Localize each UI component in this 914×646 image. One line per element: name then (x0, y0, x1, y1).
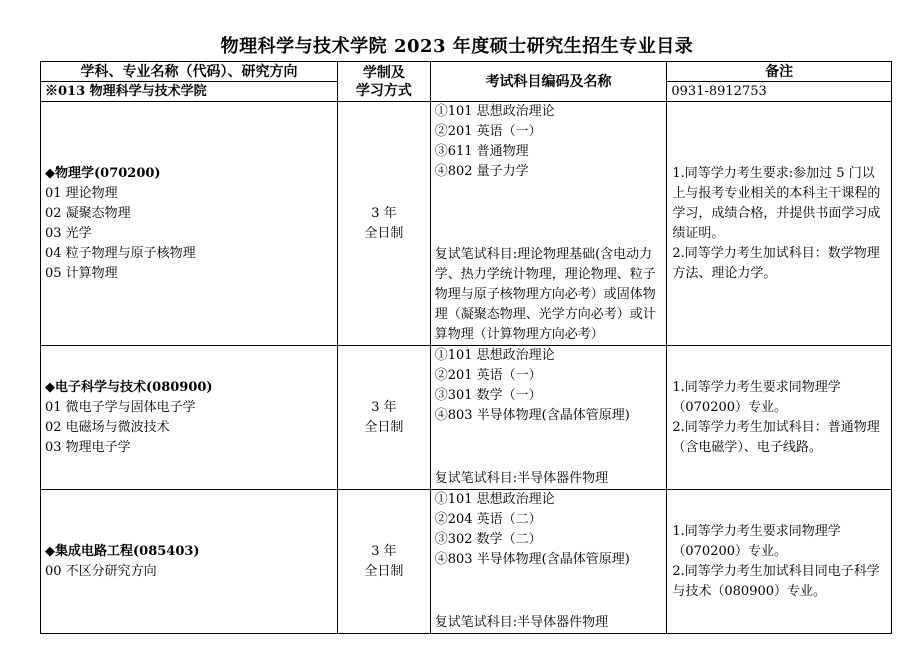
retest-subjects: 复试笔试科目:半导体器件物理 (434, 615, 609, 630)
major-name: ◆电子科学与技术(080900) (45, 379, 213, 395)
note-item: 1.同等学力考生要求:参加过 5 门以上与报考专业相关的本科主干课程的学习，成绩合格，并提供书面学习成绩证明。 (672, 165, 881, 241)
study-mode: 全日制 (364, 419, 404, 435)
duration: 3 年 (371, 543, 397, 559)
direction-item: 01 微电子学与固体电子学 (45, 399, 196, 415)
note-cell (667, 490, 892, 634)
exam-item: ④802 量子力学 (434, 164, 529, 179)
major-cell (41, 490, 338, 634)
school-phone: 0931-8912753 (667, 82, 892, 102)
exam-item: ③611 普通物理 (434, 144, 529, 159)
exam-cell (430, 346, 667, 490)
exam-item: ①101 思想政治理论 (434, 492, 555, 507)
major-cell (41, 102, 338, 346)
header-row (41, 62, 892, 82)
note-item: 1.同等学力考生要求同物理学（070200）专业。 (672, 379, 841, 415)
exam-cell (430, 102, 667, 346)
major-name: ◆物理学(070200) (45, 165, 161, 181)
note-item: 2.同等学力考生加试科目同电子科学与技术（080900）专业。 (672, 563, 880, 599)
study-mode-cell (338, 102, 431, 346)
page-title: 物理科学与技术学院 2023 年度硕士研究生招生专业目录 (220, 36, 694, 57)
duration: 3 年 (371, 399, 397, 415)
header-col2-line1: 学制及 (362, 64, 405, 81)
exam-item: ③302 数学（二） (434, 532, 542, 547)
major-cell (41, 346, 338, 490)
note-item: 1.同等学力考生要求同物理学（070200）专业。 (672, 523, 841, 559)
study-mode-cell (338, 490, 431, 634)
school-name: ※013 物理科学与技术学院 (41, 82, 338, 102)
direction-item: 00 不区分研究方向 (45, 563, 157, 579)
header-col4: 备注 (667, 62, 892, 82)
exam-item: ①101 思想政治理论 (434, 348, 555, 363)
exam-item: ④803 半导体物理(含晶体管原理) (434, 552, 630, 567)
direction-item: 03 光学 (45, 225, 92, 241)
direction-item: 02 凝聚态物理 (45, 205, 131, 221)
major-row (41, 102, 892, 346)
exam-cell (430, 490, 667, 634)
duration: 3 年 (371, 205, 397, 221)
header-col1: 学科、专业名称（代码）、研究方向 (41, 62, 338, 82)
study-mode: 全日制 (364, 225, 404, 241)
retest-subjects: 复试笔试科目:半导体器件物理 (434, 471, 609, 486)
major-name: ◆集成电路工程(085403) (45, 543, 200, 559)
study-mode: 全日制 (364, 563, 404, 579)
note-cell (667, 346, 892, 490)
study-mode-cell (338, 346, 431, 490)
direction-item: 04 粒子物理与原子核物理 (45, 245, 196, 261)
catalog-table (40, 61, 892, 634)
note-item: 2.同等学力考生加试科目：数学物理方法、理论力学。 (672, 245, 880, 281)
direction-item: 01 理论物理 (45, 185, 118, 201)
note-cell (667, 102, 892, 346)
direction-item: 03 物理电子学 (45, 439, 131, 455)
exam-item: ②201 英语（一） (434, 124, 542, 139)
major-row (41, 346, 892, 490)
header-col2 (338, 62, 431, 102)
major-row (41, 490, 892, 634)
header-col3: 考试科目编码及名称 (430, 62, 667, 102)
exam-item: ④803 半导体物理(含晶体管原理) (434, 408, 630, 423)
note-item: 2.同等学力考生加试科目：普通物理（含电磁学）、电子线路。 (672, 419, 880, 455)
exam-item: ②204 英语（二） (434, 512, 542, 527)
direction-item: 02 电磁场与微波技术 (45, 419, 170, 435)
header-col2-line2: 学习方式 (355, 82, 412, 99)
exam-item: ②201 英语（一） (434, 368, 542, 383)
direction-item: 05 计算物理 (45, 265, 118, 281)
exam-item: ①101 思想政治理论 (434, 104, 555, 119)
retest-subjects: 复试笔试科目:理论物理基础(含电动力学、热力学统计物理，理论物理、粒子物理与原子核物理方向必考）或固体物理（凝聚态物理、光学方向必考）或计算物理（计算物理方向必考） (434, 247, 656, 342)
exam-item: ③301 数学（一） (434, 388, 542, 403)
